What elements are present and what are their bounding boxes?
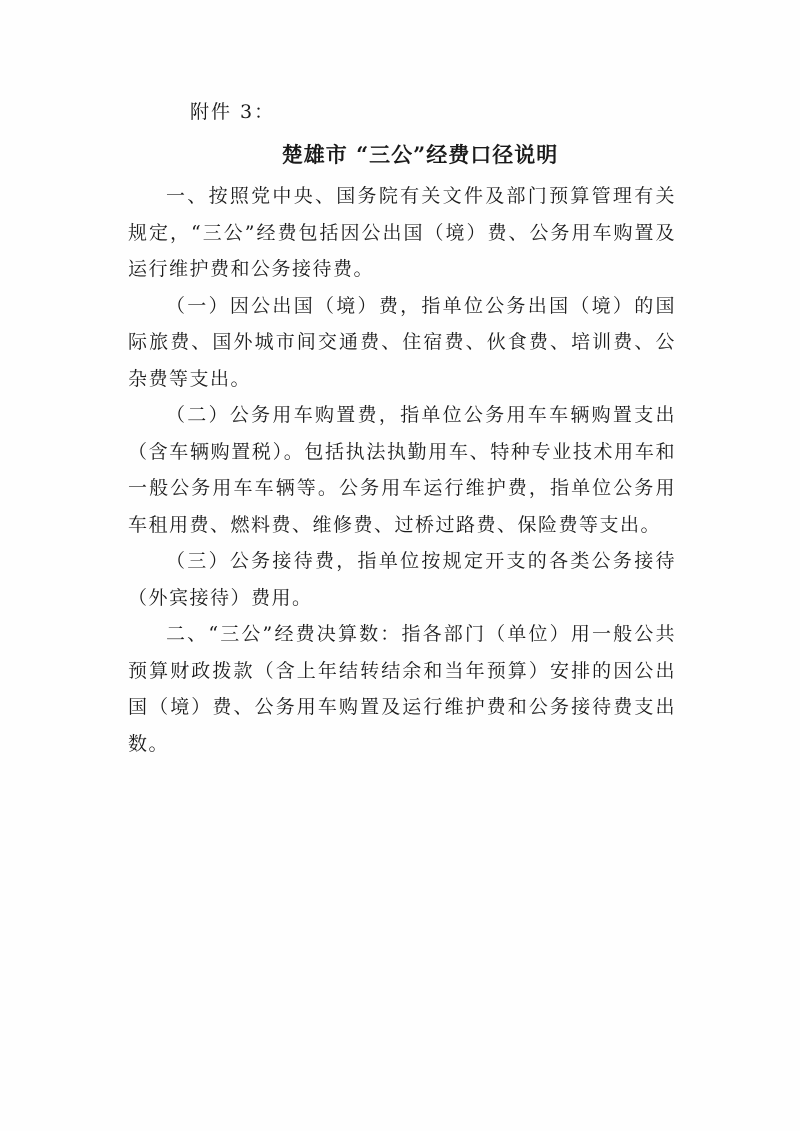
paragraph-overseas-travel: （一）因公出国（境）费，指单位公务出国（境）的国际旅费、国外城市间交通费、住宿费、伙食费、培训费、公杂费等支出。 [128,294,676,390]
paragraph-vehicle: （二）公务用车购置费，指单位公务用车车辆购置支出（含车辆购置税）。包括执法执勤用车、特种专业技术用车和一般公务用车车辆等。公务用车运行维护费，指单位公务用车租用费、燃料费、维修费、过桥过路费、保险费等支出。 [128,404,676,536]
document-body [128,178,676,762]
paragraph-final-accounts: 二、“三公”经费决算数：指各部门（单位）用一般公共预算财政拨款（含上年结转结余和当年预算）安排的因公出国（境）费、公务用车购置及运行维护费和公务接待费支出数。 [128,623,676,755]
attachment-label: 附件 3： [190,101,276,123]
document-title: 楚雄市 “三公”经费口径说明 [281,142,559,167]
paragraph-reception: （三）公务接待费，指单位按规定开支的各类公务接待（外宾接待）费用。 [128,550,676,609]
paragraph-scope: 一、按照党中央、国务院有关文件及部门预算管理有关规定，“三公”经费包括因公出国（境）费、公务用车购置及运行维护费和公务接待费。 [128,185,676,280]
